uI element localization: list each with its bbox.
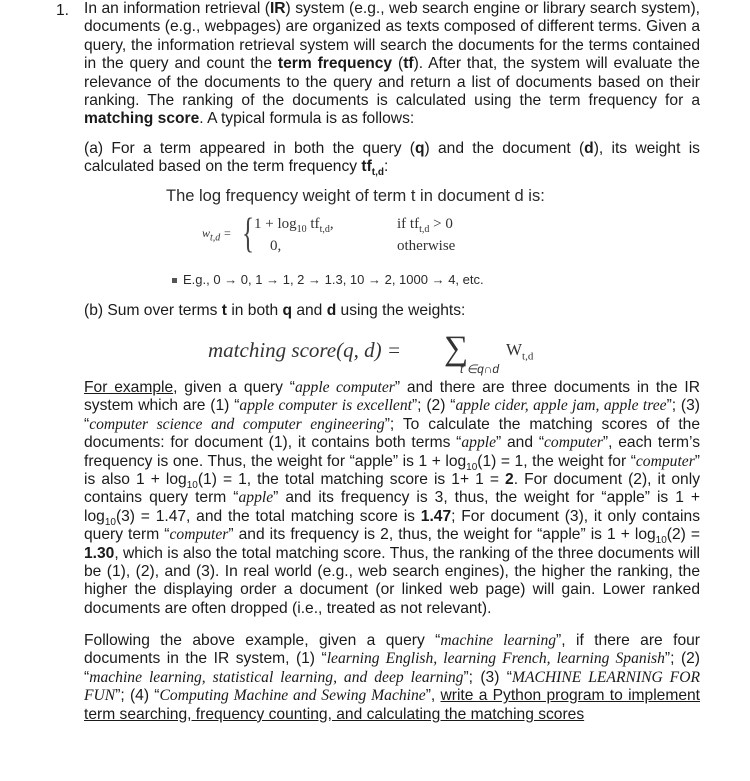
task-instruction: write a Python program to implement term searching, frequency counting, and calculating the matching scores — [84, 687, 701, 723]
part-b-paragraph: (b) Sum over terms t in both q and d using the weights: — [84, 302, 466, 319]
condition-two: otherwise — [397, 238, 456, 254]
matching-score-formula — [208, 330, 608, 376]
brace-icon: { — [242, 211, 255, 257]
case-one: $1 + \log_{10} tf_{t,d}$, — [254, 216, 334, 235]
intro-paragraph: In an information retrieval (IR) system (e.g., web search engine or library search system), documents (e.g., webpages) are organized as texts composed of different terms. Given a query, the information retrieval system will search the documents for the terms contained in the query and count the term frequency (tf). After that, the system will evaluate the relevance of the documents to the query and return a list of documents based on their ranking. The ranking of the documents is calculated using the term frequency for a matching score. A typical formula is as follows: — [84, 0, 700, 128]
log-frequency-slide — [150, 184, 570, 294]
part-a-paragraph: (a) For a term appeared in both the query (q) and the document (d), its weight is calculated based on the term frequency $tf_{t,d}$: — [84, 140, 700, 179]
log-weight-formula — [202, 211, 562, 262]
task-paragraph: Following the above example, given a query “machine learning”, if there are four documents in the IR system, (1) “learning English, learning French, learning Spanish”; (2) “machine learning, statistical learning, and deep learning”; (3) “MACHINE LEARNING FOR FUN”; (4) “Computing Machine and Sewing Machine”, write a Python program to implement term searching, frequency counting, and calculating the matching scores — [84, 632, 701, 723]
weight-term: $W_{t,d}$ — [506, 340, 534, 363]
sigma-subscript: t ∈q∩d — [460, 362, 500, 376]
sigma-symbol: ∑ — [444, 330, 469, 367]
question-number: 1. — [56, 2, 70, 19]
weight-label: $w_{t,d}$ = — [202, 226, 232, 244]
example-bullet: E.g., 0 → 0, 1 → 1, 2 → 1.3, 10 → 2, 1000 → 4, etc. — [172, 272, 484, 287]
example-paragraph: For example, given a query “apple computer” and there are three documents in the IR system which are (1) “apple computer is excellent”; (2) “apple cider, apple jam, apple tree”; (3) “computer science and computer engineering”; To calculate the matching scores of the documents: for document (1), it contains both terms “apple” and “computer”, each term’s frequency is one. Thus, the weight for “apple” is $1 + \log_{10}(1) = 1$, the weight for “computer” is also $1 + \log_{10}(1) = 1$, the total matching score is 1+ 1 = 2. For document (2), it only contains query term “apple” and its frequency is 3, thus, the weight for “apple” is $1 + \log_{10}(3) = 1.47$, and the total matching score is 1.47; For document (3), it only contains query term “computer” and its frequency is 2, thus, the weight for “apple” is $1 + \log_{10}(2) = 1.30$, which is also the total matching score. Thus, the ranking of the three documents will be (1), (2), and (3). In real world (e.g., web search engines), the higher the ranking, the higher the displaying order a document (or linked web page) will gain. Lower ranked documents are often dropped (i.e., treated as not relevant). — [84, 379, 701, 617]
condition-one: if $tf_{t,d} > 0$ — [397, 216, 453, 235]
case-two: 0, — [270, 238, 282, 254]
slide-title: The log frequency weight of term t in document d is: — [166, 187, 545, 205]
bullet-icon — [172, 278, 177, 283]
matching-score-lhs: matching score(q, d) = — [208, 338, 402, 362]
